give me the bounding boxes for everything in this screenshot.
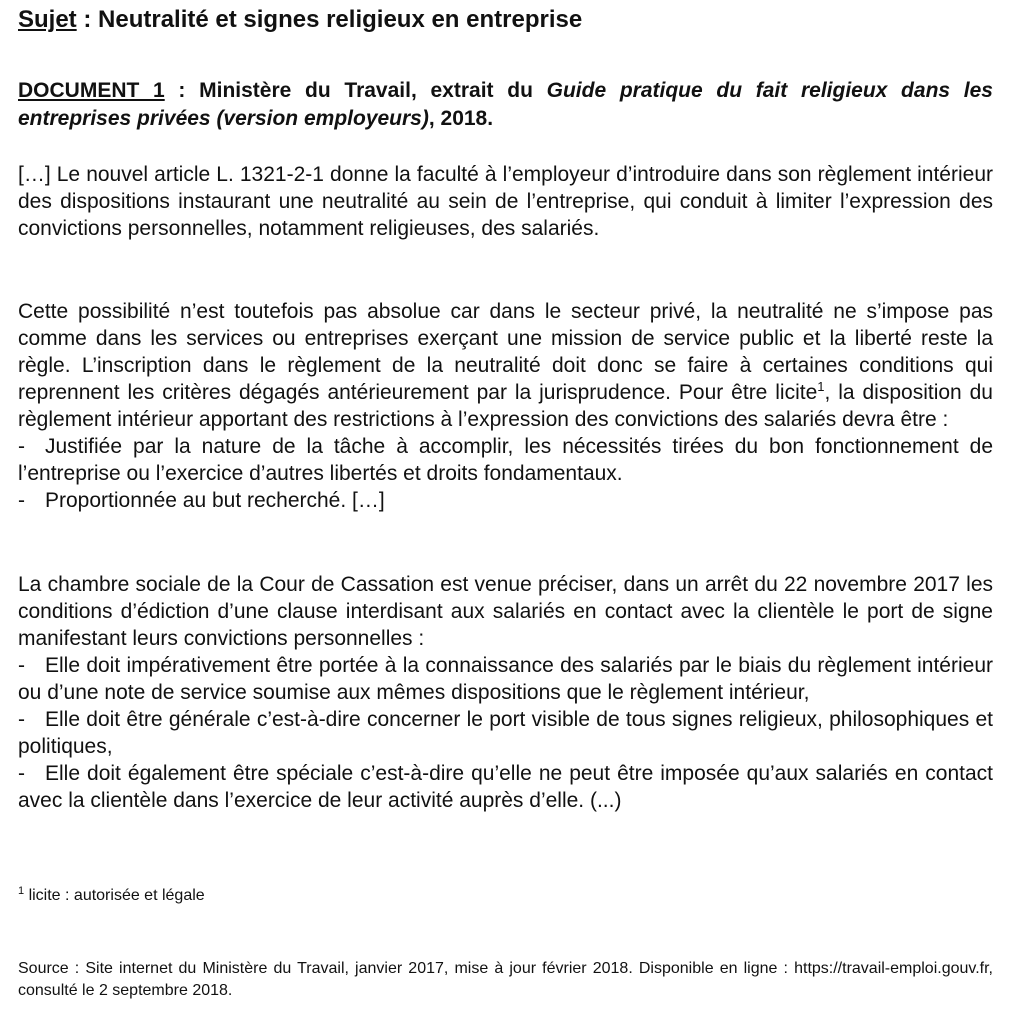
footnote-text: licite : autorisée et légale (24, 887, 205, 904)
document-header (18, 77, 993, 133)
paragraph-3-text: La chambre sociale de la Cour de Cassation est venue préciser, dans un arrêt du 22 novembre 2017 les conditions d’édiction d’une clause interdisant aux salariés en contact avec la clientèle le port de signe manifestant leurs convictions personnelles : (18, 573, 993, 650)
list-item-text: Elle doit être générale c’est-à-dire concerner le port visible de tous signes religieux, philosophiques et politiques, (18, 708, 993, 758)
list-item-text: Elle doit également être spéciale c’est-à-dire qu’elle ne peut être imposée qu’aux salariés en contact avec la clientèle dans l’exercice de leur activité auprès d’elle. (...) (18, 762, 993, 812)
list-item (18, 487, 993, 514)
footnote (18, 885, 205, 907)
paragraph-2-text (18, 298, 993, 433)
list-item-text: Elle doit impérativement être portée à la connaissance des salariés par le biais du règlement intérieur ou d’une note de service soumise aux mêmes dispositions que le règlement intérieur, (18, 654, 993, 704)
list-item (18, 760, 993, 814)
subject-heading (18, 4, 993, 36)
document-header-prefix: : Ministère du Travail, extrait du (164, 79, 547, 102)
list-dash: - (18, 762, 25, 785)
source-citation: Source : Site internet du Ministère du Travail, janvier 2017, mise à jour février 2018. Disponible en ligne : https://travail-emploi.gouv.fr, consulté le 2 septembre 2018. (18, 960, 993, 999)
subject-title: : Neutralité et signes religieux en entreprise (76, 6, 583, 33)
subject-label: Sujet (18, 6, 77, 33)
list-item-text: Proportionnée au but recherché. […] (45, 489, 385, 512)
paragraph-2 (18, 298, 993, 514)
list-item (18, 652, 993, 706)
document-header-suffix: , 2018. (428, 107, 494, 130)
list-dash: - (18, 435, 25, 458)
paragraph-2-before-sup: Cette possibilité n’est toutefois pas absolue car dans le secteur privé, la neutralité ne s’impose pas comme dans les services ou entreprises exerçant une mission de service public et la liberté reste la règle. L’inscription dans le règlement de la neutralité doit donc se faire à certaines conditions qui reprennent les critères dégagés antérieurement par la jurisprudence. Pour être licite (18, 300, 993, 404)
list-item (18, 706, 993, 760)
list-dash: - (18, 708, 25, 731)
paragraph-1 (18, 161, 993, 242)
list-item (18, 433, 993, 487)
paragraph-1-text: […] Le nouvel article L. 1321-2-1 donne la faculté à l’employeur d’introduire dans son règlement intérieur des dispositions instaurant une neutralité au sein de l’entreprise, qui conduit à limiter l’expression des convictions personnelles, notamment religieuses, des salariés. (18, 163, 993, 240)
list-dash: - (18, 654, 25, 677)
document-label: DOCUMENT 1 (18, 79, 165, 102)
paragraph-3 (18, 571, 993, 814)
footnote-mark: 1 (18, 885, 25, 897)
footnote-reference: 1 (817, 379, 825, 394)
paragraph-2-after-sup: , la disposition du règlement intérieur apportant des restrictions à l’expression des convictions des salariés devra être : (18, 381, 993, 431)
document-italic-title: Guide pratique du fait religieux dans les entreprises privées (version employeurs) (18, 79, 993, 130)
list-item-text: Justifiée par la nature de la tâche à accomplir, les nécessités tirées du bon fonctionnement de l’entreprise ou l’exercice d’autres libertés et droits fondamentaux. (18, 435, 993, 485)
list-dash: - (18, 489, 25, 512)
